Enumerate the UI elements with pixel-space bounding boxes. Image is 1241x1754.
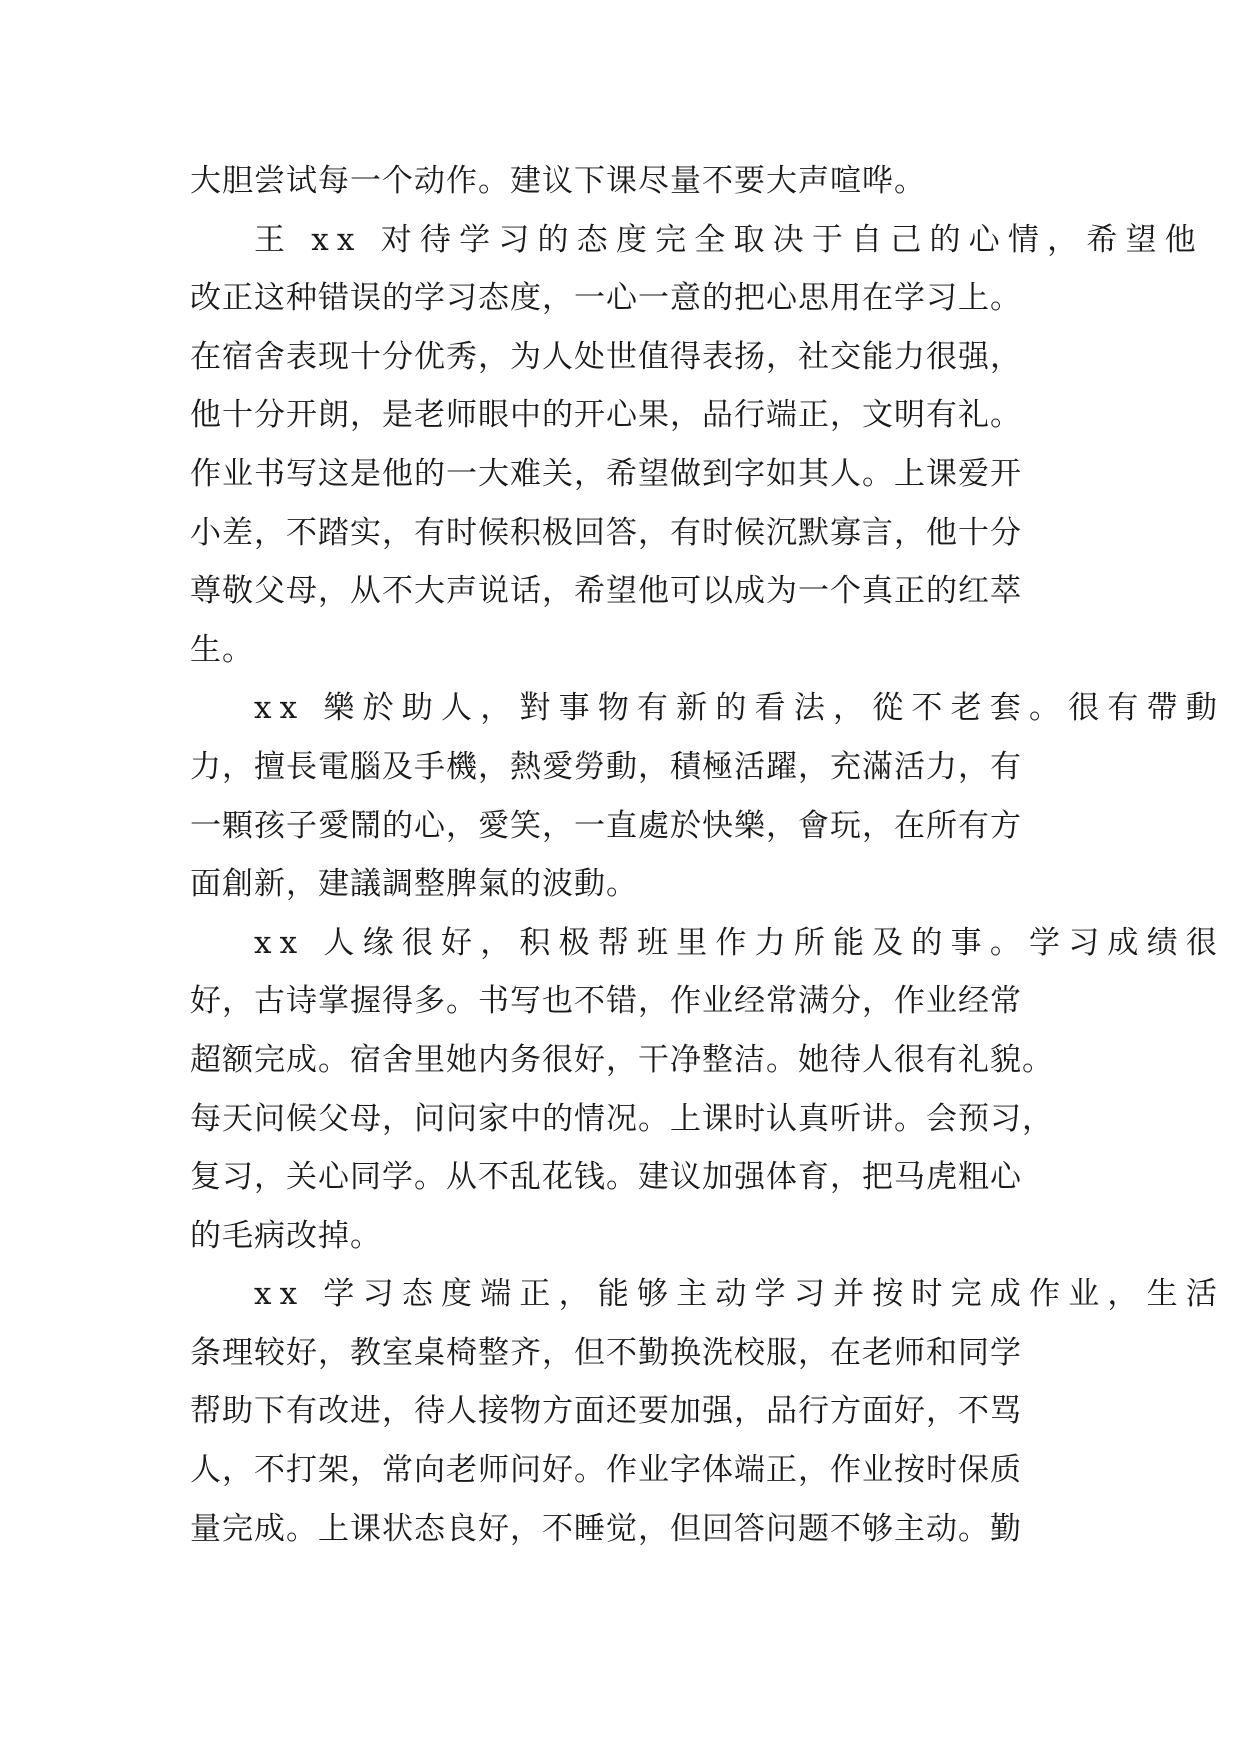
text-line: 条理较好，教室桌椅整齐，但不勤换洗校服，在老师和同学 xyxy=(190,1334,1022,1371)
text-line: 尊敬父母，从不大声说话，希望他可以成为一个真正的红萃 xyxy=(190,573,1022,610)
text-line: 他十分开朗，是老师眼中的开心果，品行端正，文明有礼。 xyxy=(190,397,1022,434)
text-line: 大胆尝试每一个动作。建议下课尽量不要大声喧哗。 xyxy=(190,163,926,199)
body-text xyxy=(190,152,1226,1558)
text-line: 改正这种错误的学习态度，一心一意的把心思用在学习上。 xyxy=(190,280,1022,317)
text-line: 作业书写这是他的一大难关，希望做到字如其人。上课爱开 xyxy=(190,455,1022,492)
paragraph-first-line: xx 樂於助人，對事物有新的看法，從不老套。很有帶動 xyxy=(254,690,1226,727)
text-line: 生。 xyxy=(190,631,254,668)
paragraph-first-line: xx 学习态度端正，能够主动学习并按时完成作业，生活 xyxy=(254,1276,1226,1313)
text-line: 量完成。上课状态良好，不睡觉，但回答问题不够主动。勤 xyxy=(190,1510,1022,1547)
text-line: 超额完成。宿舍里她内务很好，干净整洁。她待人很有礼貌。 xyxy=(190,1041,1054,1078)
paragraph-first-line: xx 人缘很好，积极帮班里作力所能及的事。学习成绩很 xyxy=(254,924,1226,961)
text-line: 复习，关心同学。从不乱花钱。建议加强体育，把马虎粗心 xyxy=(190,1159,1022,1196)
text-line: 小差，不踏实，有时候积极回答，有时候沉默寡言，他十分 xyxy=(190,514,1022,551)
text-line: 每天问候父母，问问家中的情况。上课时认真听讲。会预习， xyxy=(190,1100,1054,1137)
text-line: 人，不打架，常向老师问好。作业字体端正，作业按时保质 xyxy=(190,1452,1022,1489)
text-line: 在宿舍表现十分优秀，为人处世值得表扬，社交能力很强， xyxy=(190,338,1022,375)
text-line: 好，古诗掌握得多。书写也不错，作业经常满分，作业经常 xyxy=(190,983,1022,1020)
text-line: 面創新，建議調整脾氣的波動。 xyxy=(190,866,638,903)
text-line: 的毛病改掉。 xyxy=(190,1217,382,1254)
text-line: 帮助下有改进，待人接物方面还要加强，品行方面好，不骂 xyxy=(190,1393,1022,1430)
text-line: 一顆孩子愛鬧的心，愛笑，一直處於快樂，會玩，在所有方 xyxy=(190,807,1022,844)
text-line: 力，擅長電腦及手機，熱愛勞動，積極活躍，充滿活力，有 xyxy=(190,748,1022,785)
paragraph-first-line: 王 xx 对待学习的态度完全取决于自己的心情，希望他 xyxy=(254,221,1204,258)
